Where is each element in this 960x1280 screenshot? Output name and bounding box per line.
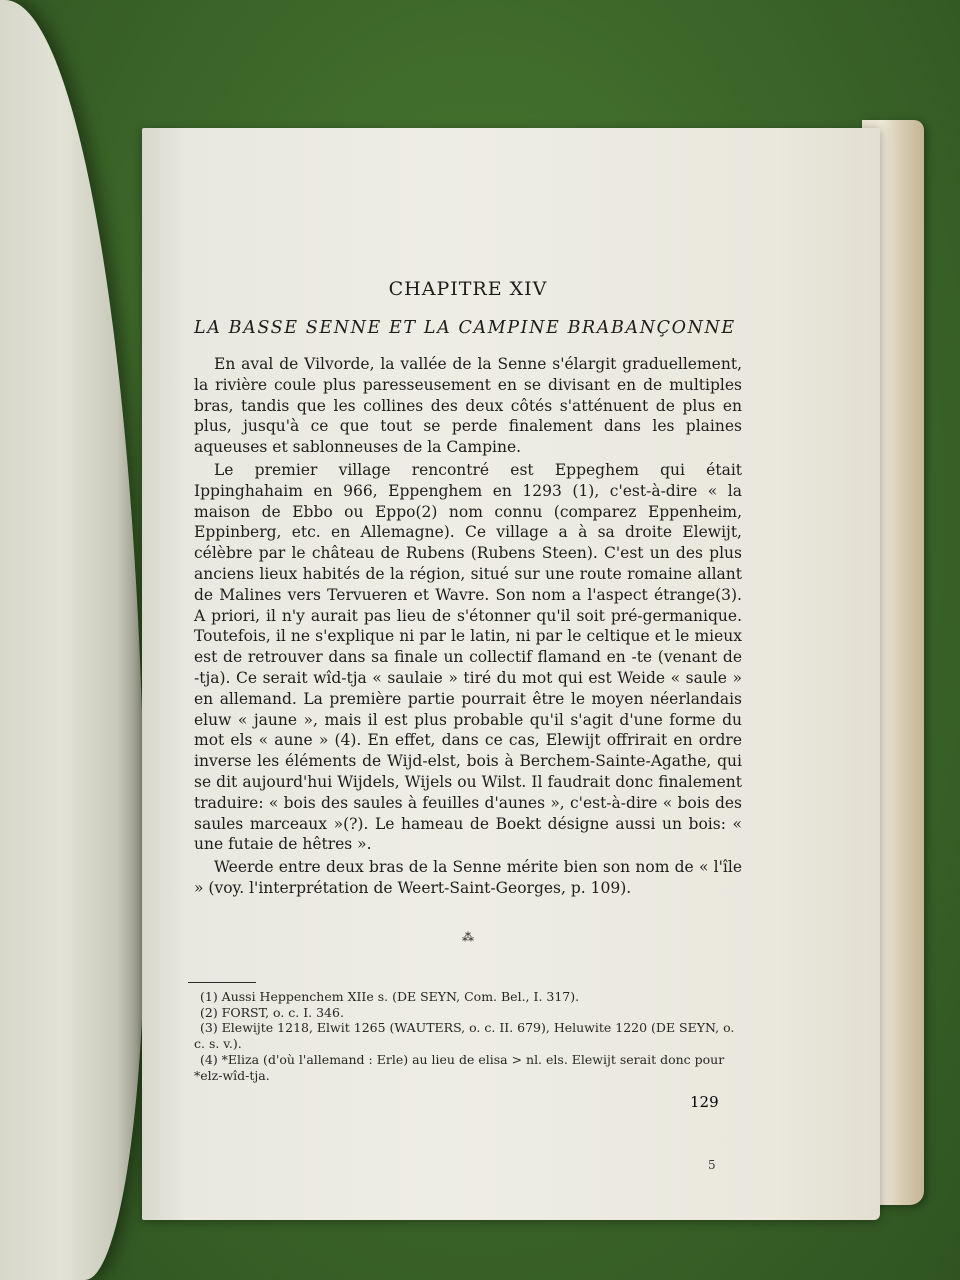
- chapter-title: LA BASSE SENNE ET LA CAMPINE BRABANÇONNE: [194, 318, 736, 338]
- footnote-2: (2) FORST, o. c. I. 346.: [200, 1004, 344, 1020]
- paragraph-2: Le premier village rencontré est Eppeghem qui était Ippinghahaim en 966, Eppenghem en 1293 (1), c'est-à-dire « la maison de Ebbo ou Eppo(2) nom connu (comparez Eppenheim, Eppinberg, etc. en Allemagne). Ce village a à sa droite Elewijt, célèbre par le château de Rubens (Rubens Steen). C'est un des plus anciens lieux habités de la région, situé sur une route romaine allant de Malines vers Tervueren et Wavre. Son nom a l'aspect étrange(3). A priori, il n'y aurait pas lieu de s'étonner qu'il soit pré-germanique. Toutefois, il ne s'explique ni par le latin, ni par le celtique et le mieux est de retrouver dans sa finale un collectif flamand en -te (venant de -tja). Ce serait wîd-tja « saulaie » tiré du mot qui est Weide « saule » en allemand. La première partie pourrait être le moyen néerlandais eluw « jaune », mais il est plus probable qu'il s'agit d'une forme du mot els « aune » (4). En effet, dans ce cas, Elewijt offrirait en ordre inverse les éléments de Wijd-elst, bois à Berchem-Sainte-Agathe, qui se dit aujourd'hui Wijdels, Wijels ou Wilst. Il faudrait donc finalement traduire: « bois des saules à feuilles d'aunes », c'est-à-dire « bois des saules marceaux »(?). Le hameau de Boekt désigne aussi un bois: « une futaie de hêtres ».: [194, 460, 742, 854]
- footnote-3: (3) Elewijte 1218, Elwit 1265 (WAUTERS, o. c. II. 679), Heluwite 1220 (DE SEYN, o. c. s. v.).: [194, 1020, 735, 1052]
- paragraph-3: Weerde entre deux bras de la Senne mérite bien son nom de « l'île » (voy. l'interprétation de Weert-Saint-Georges, p. 109).: [194, 858, 742, 897]
- page-number: 129: [690, 1093, 719, 1111]
- page-content: [194, 278, 742, 1084]
- chapter-heading: CHAPITRE XIV: [388, 278, 548, 300]
- footnote-divider: [188, 982, 256, 983]
- book-page: [142, 128, 880, 1220]
- paragraph-1: En aval de Vilvorde, la vallée de la Senne s'élargit graduellement, la rivière coule plus paresseusement en se divisant en de multiples bras, tandis que les collines des deux côtés s'atténuent de plus en plus, jusqu'à ce que tout se perde finalement dans les plaines aqueuses et sablonneuses de la Campine.: [194, 355, 742, 457]
- section-asterism: ⁂: [462, 929, 474, 944]
- signature-mark: 5: [708, 1158, 716, 1172]
- footnote-4: (4) *Eliza (d'où l'allemand : Erle) au lieu de elisa > nl. els. Elewijt serait donc pour *elz-wîd-tja.: [194, 1051, 725, 1083]
- footnote-1: (1) Aussi Heppenchem XIIe s. (DE SEYN, Com. Bel., I. 317).: [200, 988, 580, 1004]
- footnotes: [194, 989, 742, 1084]
